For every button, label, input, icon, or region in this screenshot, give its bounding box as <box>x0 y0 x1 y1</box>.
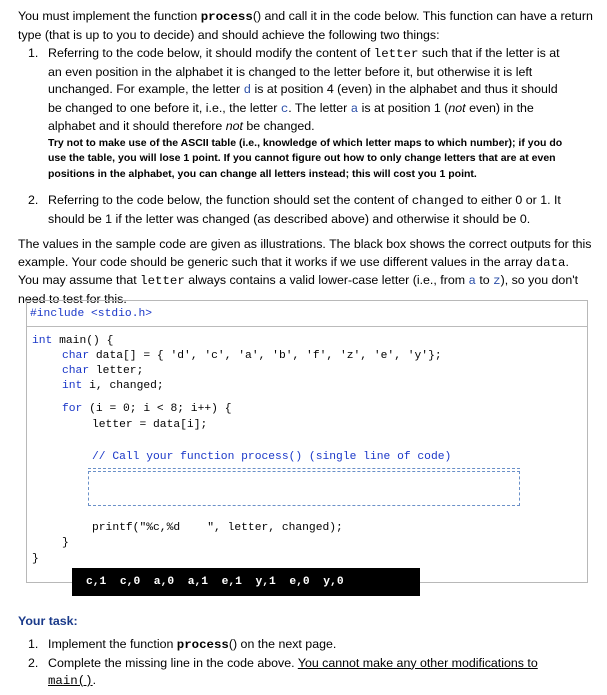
missing-line-box[interactable] <box>88 471 520 506</box>
code-line-for: for (i = 0; i < 8; i++) { <box>62 403 232 415</box>
list-item: 2. Complete the missing line in the code above. You cannot make any other modifications to main(). <box>28 655 538 688</box>
code-close-for: } <box>62 537 69 549</box>
code-line-data: char data[] = { 'd', 'c', 'a', 'b', 'f', 'z', 'e', 'y'}; <box>62 350 442 362</box>
code-comment: // Call your function process() (single line of code) <box>92 451 452 463</box>
intro-paragraph: You must implement the function process() and call it in the code below. This function can have a return type (that is up to you to decide) and should achieve the following two things: <box>18 9 593 42</box>
code-line-assign: letter = data[i]; <box>92 419 208 431</box>
values-paragraph: The values in the sample code are given as illustrations. The black box shows the correct outputs for this example. Your code should be generic such that it works if we use different values in the array data. You may assume that letter always contains a valid lower-case letter (i.e., from a to z), so you don't need to test for this. <box>18 237 592 306</box>
include-line: #include <stdio.h> <box>30 308 153 320</box>
ascii-note: Try not to make use of the ASCII table (i.e., knowledge of which letter maps to which number); if you do use the table, you will lose 1 point. If you cannot figure out how to only change letters that are at even positions in the alphabet, you can change all letters instead; this will cost you 1 point. <box>48 136 563 180</box>
task-heading: Your task: <box>18 614 78 628</box>
code-close-main: } <box>32 553 39 565</box>
code-line-letter: char letter; <box>62 365 144 377</box>
code-line-vars: int i, changed; <box>62 380 164 392</box>
fn-name: process <box>200 10 253 24</box>
code-line-main: int main() { <box>32 335 114 347</box>
list-item: 1. Referring to the code below, it should modify the content of letter such that if the letter is at an even position in the alphabet it is changed to the letter before it, but otherwise it is left unchanged. For example, the letter d is at position 4 (even) in the alphabet and thus it should be changed to one before it, i.e., the letter c. The letter a is at position 1 (not even) in the alphabet and it should therefore not be changed. Try not to make use of the ASCII table (i.e., knowledge of which letter maps to which number); if you do use the table, you will lose 1 point. If you cannot figure out how to only change letters that are at even positions in the alphabet, you can change all letters instead; this will cost you 1 point. <box>28 45 573 182</box>
code-line-printf: printf("%c,%d ", letter, changed); <box>92 522 343 534</box>
dashed-separator <box>88 468 520 469</box>
requirements-list <box>28 45 573 228</box>
code-divider <box>27 326 587 327</box>
output-box: c,1 c,0 a,0 a,1 e,1 y,1 e,0 y,0 <box>72 568 420 596</box>
task-list <box>28 636 573 691</box>
list-item: 2. Referring to the code below, the function should set the content of changed to either 0 or 1. It should be 1 if the letter was changed (as described above) and otherwise it should be 0. <box>28 193 561 226</box>
list-item: 1. Implement the function process() on the next page. <box>28 637 337 652</box>
